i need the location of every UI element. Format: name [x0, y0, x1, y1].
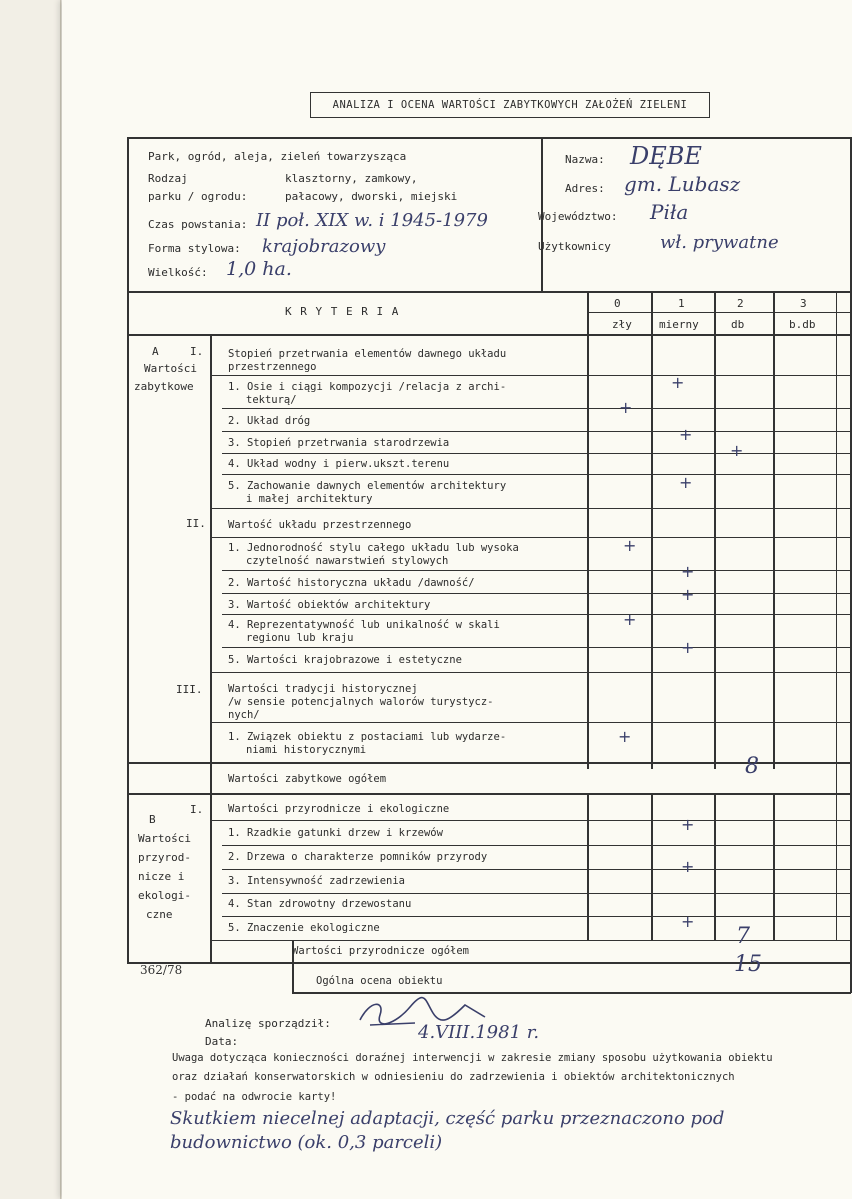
iii-heading-3: nych/: [228, 709, 260, 721]
row-iii1-a: 1. Związek obiektu z postaciami lub wydarze-: [228, 731, 507, 743]
row-line: [222, 431, 851, 432]
a-total-label: Wartości zabytkowe ogółem: [228, 773, 387, 785]
row-iii1-b: niami historycznymi: [246, 744, 367, 756]
left-binding-strip: [0, 0, 61, 1199]
row-line: [222, 474, 851, 475]
col-1-left-b: [651, 793, 653, 940]
analize-label: Analizę sporządził:: [205, 1017, 331, 1030]
forma-value: krajobrazowy: [262, 236, 386, 257]
col-0-left: [587, 292, 589, 769]
section-b-i: I.: [190, 803, 204, 816]
row-line: [222, 570, 851, 571]
row-line: [222, 845, 851, 846]
row-i5-b: i małej architektury: [246, 493, 373, 505]
col-1-label: mierny: [659, 318, 699, 331]
header-type-line: Park, ogród, aleja, zieleń towarzysząca: [148, 150, 407, 163]
uzytkownicy-value: wł. prywatne: [660, 232, 779, 253]
section-a-w1: Wartości: [144, 362, 197, 375]
handwritten-note-2: budownictwo (ok. 0,3 parceli): [170, 1132, 443, 1153]
mark-ii1: +: [623, 536, 637, 555]
mark-i4: +: [730, 441, 744, 460]
rodzaj-label-2: parku / ogrodu:: [148, 190, 248, 203]
col-3-label: b.db: [789, 318, 816, 331]
frame-left: [127, 137, 129, 963]
row-b3: 3. Intensywność zadrzewienia: [228, 875, 406, 887]
b-total-label: Wartości przyrodnicze ogółem: [292, 945, 470, 957]
row-i4: 4. Układ wodny i pierw.ukszt.terenu: [228, 458, 450, 470]
col-3-left-b: [773, 793, 775, 940]
mark-ii3: +: [681, 585, 695, 604]
document-title: ANALIZA I OCENA WARTOŚCI ZABYTKOWYCH ZAŁOŻEŃ ZIELENI: [310, 92, 710, 118]
mark-ii4: +: [623, 610, 637, 629]
row-ii1-b: czytelność nawarstwień stylowych: [246, 555, 449, 567]
wojewodztwo-value: Piła: [650, 200, 689, 224]
forma-label: Forma stylowa:: [148, 242, 241, 255]
row-line: [222, 869, 851, 870]
adres-label: Adres:: [565, 182, 605, 195]
row-line: [222, 453, 851, 454]
mark-ii5: +: [681, 638, 695, 657]
section-a-iii: III.: [176, 683, 203, 696]
ii-heading: Wartość układu przestrzennego: [228, 519, 412, 531]
document-number: 362/78: [140, 963, 183, 977]
wojewodztwo-label: Województwo:: [538, 210, 618, 223]
mark-i2: +: [619, 398, 633, 417]
date-value: 4.VIII.1981 r.: [418, 1022, 540, 1043]
rodzaj-value-2: pałacowy, dworski, miejski: [285, 190, 458, 203]
row-i3: 3. Stopień przetrwania starodrzewia: [228, 437, 450, 449]
mark-i1: +: [671, 373, 685, 392]
overall-value: 15: [734, 952, 762, 977]
row-line: [210, 820, 851, 821]
col-header-bottom: [127, 334, 851, 336]
i-heading-1: Stopień przetrwania elementów dawnego układu: [228, 348, 507, 360]
czas-label: Czas powstania:: [148, 218, 248, 231]
row-line: [210, 672, 851, 673]
row-line: [222, 916, 851, 917]
row-line: [127, 793, 851, 795]
col-0-left-b: [587, 793, 589, 940]
row-b5: 5. Znaczenie ekologiczne: [228, 922, 380, 934]
row-line: [127, 762, 851, 764]
row-ii4-b: regionu lub kraju: [246, 632, 354, 644]
section-b-w3: nicze i: [138, 870, 185, 883]
row-ii2: 2. Wartość historyczna układu /dawność/: [228, 577, 475, 589]
row-line: [210, 375, 851, 376]
a-total-value: 8: [745, 754, 759, 779]
frame-top: [127, 137, 851, 139]
section-a-i: I.: [190, 345, 204, 358]
row-i5-a: 5. Zachowanie dawnych elementów architektury: [228, 480, 507, 492]
row-line: [210, 537, 851, 538]
col-2-label: db: [731, 318, 745, 331]
b-total-value: 7: [736, 924, 750, 949]
rodzaj-value-1: klasztorny, zamkowy,: [285, 172, 418, 185]
section-b-w5: czne: [146, 908, 173, 921]
data-label: Data:: [205, 1035, 239, 1048]
czas-value: II poł. XIX w. i 1945-1979: [256, 210, 488, 231]
mark-iii1: +: [618, 727, 632, 746]
row-b4: 4. Stan zdrowotny drzewostanu: [228, 898, 412, 910]
row-i1-b: tekturą/: [246, 394, 297, 406]
adres-value: gm. Lubasz: [624, 172, 741, 196]
col-1-num: 1: [678, 297, 685, 310]
mark-b1: +: [681, 815, 695, 834]
row-ii1-a: 1. Jednorodność stylu całego układu lub wysoka: [228, 542, 519, 554]
row-ii4-a: 4. Reprezentatywność lub unikalność w skali: [228, 619, 500, 631]
col-0-label: zły: [612, 318, 632, 331]
mark-b5: +: [681, 912, 695, 931]
col-3-num: 3: [800, 297, 807, 310]
col-2-left: [714, 292, 716, 769]
mark-ii2: +: [681, 562, 695, 581]
uzytkownicy-label: Użytkownicy: [538, 240, 611, 253]
row-i2: 2. Układ dróg: [228, 415, 311, 427]
col-0-num: 0: [614, 297, 621, 310]
col-header-mid: [587, 312, 851, 313]
mark-i3: +: [679, 425, 693, 444]
nazwa-value: DĘBE: [630, 142, 702, 170]
header-bottom: [127, 291, 851, 293]
frame-right: [850, 137, 852, 993]
row-line: [210, 508, 851, 509]
row-b2: 2. Drzewa o charakterze pomników przyrody: [228, 851, 488, 863]
row-line: [222, 408, 851, 409]
b-heading: Wartości przyrodnicze i ekologiczne: [228, 803, 450, 815]
row-line: [210, 940, 851, 941]
mark-i5: +: [679, 473, 693, 492]
kryteria-heading: K R Y T E R I A: [285, 305, 400, 318]
section-b-letter: B: [149, 813, 156, 826]
row-line: [210, 722, 851, 723]
section-a-w2: zabytkowe: [134, 380, 194, 393]
row-i1-a: 1. Osie i ciągi kompozycji /relacja z archi-: [228, 381, 507, 393]
wielkosc-value: 1,0 ha.: [226, 258, 292, 280]
note-line-2: oraz działań konserwatorskich w odniesieniu do zadrzewienia i obiektów architektonicznych: [172, 1071, 735, 1083]
col-3-left: [773, 292, 775, 769]
overall-label: Ogólna ocena obiektu: [316, 975, 443, 987]
wielkosc-label: Wielkość:: [148, 266, 208, 279]
row-line: [222, 614, 851, 615]
col-2-num: 2: [737, 297, 744, 310]
note-line-3: - podać na odwrocie karty!: [172, 1091, 337, 1103]
section-a-letter: A: [152, 345, 159, 358]
nazwa-label: Nazwa:: [565, 153, 605, 166]
row-ii3: 3. Wartość obiektów architektury: [228, 599, 431, 611]
i-heading-2: przestrzennego: [228, 361, 317, 373]
row-line: [222, 647, 851, 648]
row-ii5: 5. Wartości krajobrazowe i estetyczne: [228, 654, 462, 666]
row-line: [222, 893, 851, 894]
col-3-right: [836, 292, 837, 940]
note-line-1: Uwaga dotycząca konieczności doraźnej interwencji w zakresie zmiany sposobu użytkowania obiektu: [172, 1052, 773, 1064]
handwritten-note-1: Skutkiem niecelnej adaptacji, część parku przeznaczono pod: [170, 1108, 725, 1129]
section-b-w4: ekologi-: [138, 889, 191, 902]
section-divider: [210, 335, 212, 963]
mark-b3: +: [681, 857, 695, 876]
iii-heading-1: Wartości tradycji historycznej: [228, 683, 418, 695]
overall-bottom: [292, 992, 851, 994]
col-1-left: [651, 292, 653, 769]
row-b1: 1. Rzadkie gatunki drzew i krzewów: [228, 827, 443, 839]
rodzaj-label-1: Rodzaj: [148, 172, 188, 185]
col-2-left-b: [714, 793, 716, 940]
section-b-w2: przyrod-: [138, 851, 191, 864]
section-b-w1: Wartości: [138, 832, 191, 845]
iii-heading-2: /w sensie potencjalnych walorów turystycz-: [228, 696, 494, 708]
section-a-ii: II.: [186, 517, 206, 530]
row-line: [222, 593, 851, 594]
